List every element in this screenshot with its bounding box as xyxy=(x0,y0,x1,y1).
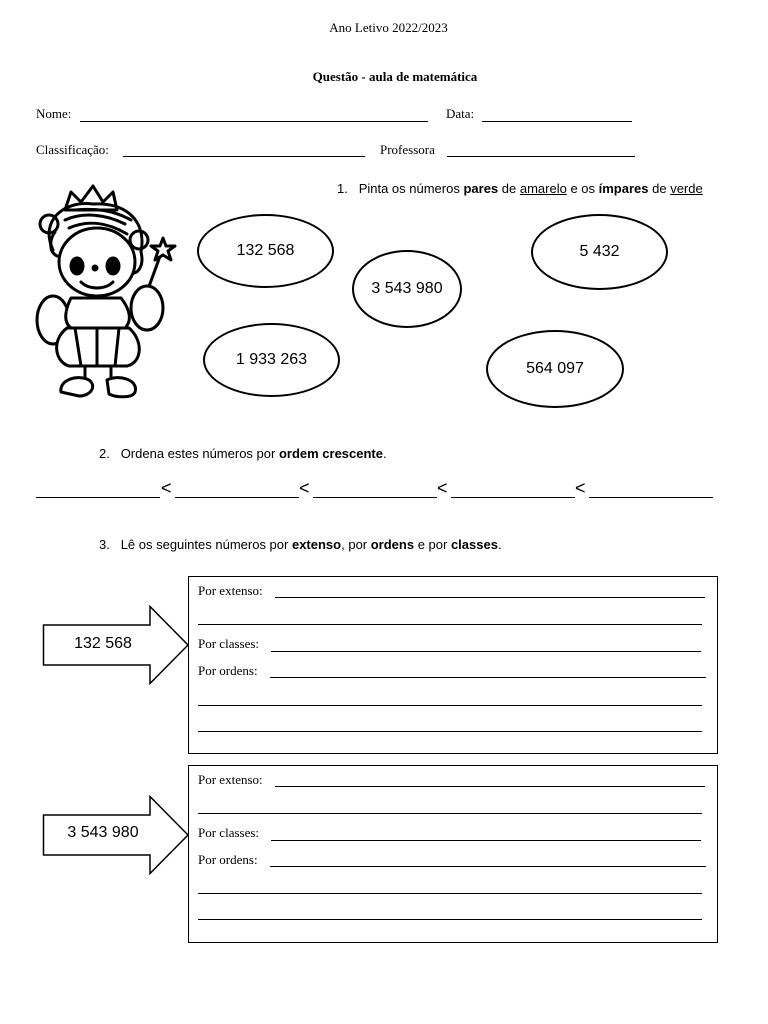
order-blank-5[interactable] xyxy=(589,497,713,498)
less-than-sign: < xyxy=(161,478,172,498)
q3-text-part: . xyxy=(497,537,502,552)
q1-bold-impares: ímpares xyxy=(598,181,649,196)
q1-underline-amarelo: amarelo xyxy=(519,181,567,196)
page-title: Questão - aula de matemática xyxy=(312,69,478,84)
question-1-text xyxy=(337,181,703,196)
q1-text-part: de xyxy=(648,181,671,196)
number-oval[interactable]: 5 432 xyxy=(531,214,668,290)
q3-text-part: Lê os seguintes números por xyxy=(120,537,292,552)
arrow-number: 3 543 980 xyxy=(67,824,139,841)
por-ordens-label: Por ordens: xyxy=(198,663,258,678)
number-oval[interactable]: 3 543 980 xyxy=(352,250,462,328)
data-label: Data: xyxy=(446,106,475,121)
extenso-line[interactable] xyxy=(275,786,705,787)
q3-text-part: , por xyxy=(341,537,371,552)
q3-bold-ordens: ordens xyxy=(370,537,415,552)
por-classes-label: Por classes: xyxy=(198,825,260,840)
order-blank-1[interactable] xyxy=(36,497,160,498)
ordens-line[interactable] xyxy=(270,677,706,678)
extenso-line[interactable] xyxy=(275,597,705,598)
q1-text-part: e os xyxy=(566,181,599,196)
less-than-sign: < xyxy=(437,478,448,498)
q3-number: 3. xyxy=(99,537,110,552)
answer-box xyxy=(188,576,718,754)
q2-text-part: . xyxy=(383,446,387,461)
classes-line[interactable] xyxy=(271,840,701,841)
question-2-text xyxy=(99,446,387,461)
q3-bold-classes: classes xyxy=(450,537,498,552)
classificacao-label: Classificação: xyxy=(36,142,109,157)
q2-number: 2. xyxy=(99,446,110,461)
question-3-text xyxy=(99,537,502,552)
q1-bold-pares: pares xyxy=(463,181,499,196)
q2-bold-ordem-crescente: ordem crescente xyxy=(278,446,383,461)
order-blank-3[interactable] xyxy=(313,497,437,498)
school-year: Ano Letivo 2022/2023 xyxy=(329,20,448,35)
classificacao-field[interactable] xyxy=(123,156,365,157)
por-ordens-label: Por ordens: xyxy=(198,852,258,867)
q3-bold-extenso: extenso xyxy=(291,537,342,552)
number-oval[interactable]: 564 097 xyxy=(486,330,624,408)
ordens-line[interactable] xyxy=(270,866,706,867)
q1-underline-verde: verde xyxy=(670,181,703,196)
order-blank-2[interactable] xyxy=(175,497,299,498)
ordens-line-3[interactable] xyxy=(198,919,702,920)
extenso-line-2[interactable] xyxy=(198,813,702,814)
extenso-line-2[interactable] xyxy=(198,624,702,625)
answer-box xyxy=(188,765,718,943)
fairy-illustration xyxy=(35,180,185,402)
q2-text-part: Ordena estes números por xyxy=(120,446,279,461)
nome-label: Nome: xyxy=(36,106,72,121)
por-extenso-label: Por extenso: xyxy=(198,583,263,598)
ordens-line-2[interactable] xyxy=(198,893,702,894)
classes-line[interactable] xyxy=(271,651,701,652)
data-field[interactable] xyxy=(482,121,632,122)
por-extenso-label: Por extenso: xyxy=(198,772,263,787)
less-than-sign: < xyxy=(299,478,310,498)
number-oval[interactable]: 132 568 xyxy=(197,214,334,288)
por-classes-label: Por classes: xyxy=(198,636,260,651)
professora-label: Professora xyxy=(380,142,435,157)
q1-text-part: de xyxy=(498,181,520,196)
ordens-line-2[interactable] xyxy=(198,705,702,706)
ordens-line-3[interactable] xyxy=(198,731,702,732)
order-blank-4[interactable] xyxy=(451,497,575,498)
less-than-sign: < xyxy=(575,478,586,498)
q3-text-part: e por xyxy=(414,537,451,552)
q1-number: 1. xyxy=(337,181,348,196)
arrow-number: 132 568 xyxy=(74,635,132,652)
professora-field[interactable] xyxy=(447,156,635,157)
q1-text-part: Pinta os números xyxy=(358,181,464,196)
nome-field[interactable] xyxy=(80,121,428,122)
number-oval[interactable]: 1 933 263 xyxy=(203,323,340,397)
